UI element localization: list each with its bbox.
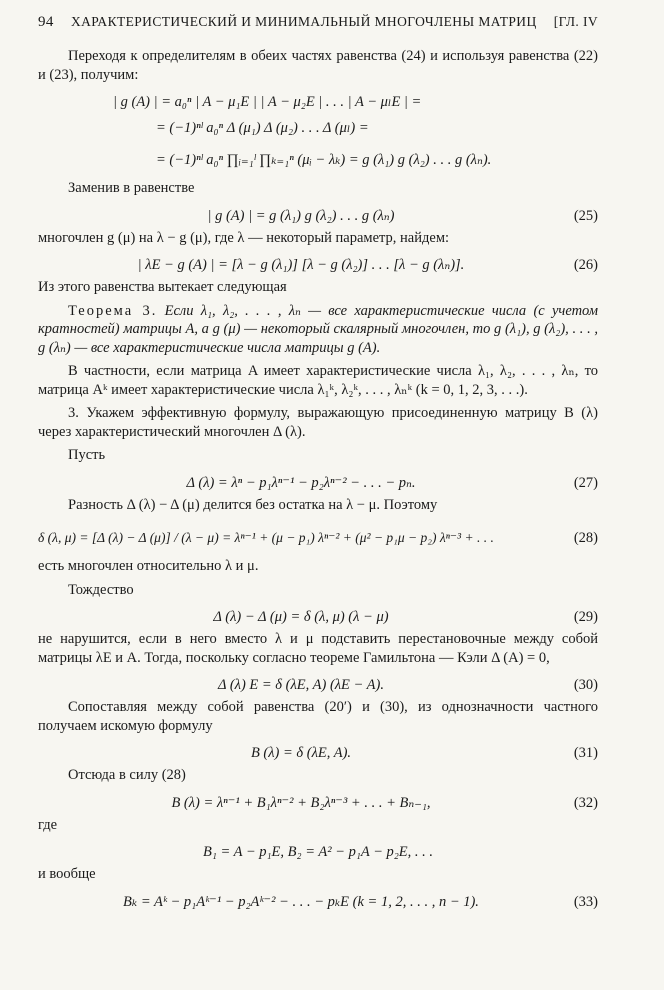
book-page	[38, 14, 598, 915]
equation-number: (27)	[573, 474, 598, 491]
equation-line: | g (A) | = a₀ⁿ | A − μ₁E | | A − μ₂E | . . . | A − μₗE | =	[113, 94, 422, 110]
paragraph: Сопоставляя между собой равенства (20′) и (30), из однозначности частного получаем искомую формулу	[38, 699, 598, 734]
equation-number: (26)	[573, 257, 598, 273]
equation-line: = (−1)ⁿˡ a₀ⁿ Δ (μ₁) Δ (μ₂) . . . Δ (μₗ) =	[156, 120, 369, 136]
equation-32: B (λ) = λⁿ⁻¹ + B₁λⁿ⁻² + B₂λⁿ⁻³ + . . . + Bₙ₋₁, (32)	[38, 790, 598, 816]
running-header	[38, 14, 598, 31]
paragraph: Пусть	[68, 447, 106, 463]
equation-number: (30)	[573, 677, 598, 693]
paragraph: и вообще	[38, 866, 96, 882]
paragraph: Отсюда в силу (28)	[68, 767, 186, 783]
equation-number: (25)	[573, 207, 598, 224]
equation-33: Bₖ = Aᵏ − p₁Aᵏ⁻¹ − p₂Aᵏ⁻² − . . . − pₖE (k = 1, 2, . . . , n − 1). (33)	[38, 889, 598, 915]
chapter-ref: [ГЛ. IV	[553, 14, 598, 29]
equation-25: | g (A) | = g (λ₁) g (λ₂) . . . g (λₙ) (25)	[38, 203, 598, 229]
equation-26: | λE − g (A) | = [λ − g (λ₁)] [λ − g (λ₂)] . . . [λ − g (λₙ)]. (26)	[38, 252, 598, 278]
paragraph: есть многочлен относительно λ и μ.	[38, 558, 259, 574]
equation-number: (32)	[573, 794, 598, 811]
equation-28: δ (λ, μ) = [Δ (λ) − Δ (μ)] / (λ − μ) = λⁿ⁻¹ + (μ − p₁) λⁿ⁻² + (μ² − p₁μ − p₂) λⁿ⁻³ + . . . (28)	[38, 519, 598, 557]
theorem-label: Теорема 3.	[68, 302, 158, 319]
paragraph: Тождество	[68, 581, 134, 598]
equation-line: B₁ = A − p₁E, B₂ = A² − p₁A − p₂E, . . .	[202, 844, 434, 860]
paragraph: многочлен g (μ) на λ − g (μ), где λ — некоторый параметр, найдем:	[38, 229, 450, 246]
equation-29: Δ (λ) − Δ (μ) = δ (λ, μ) (λ − μ) (29)	[38, 604, 598, 630]
paragraph: не нарушится, если в него вместо λ и μ подставить перестановочные между собой матрицы λE и A. Тогда, поскольку согласно теореме Гамильтона — Кэли Δ (A) = 0,	[38, 631, 598, 666]
paragraph: Разность Δ (λ) − Δ (μ) делится без остатка на λ − μ. Поэтому	[68, 496, 438, 513]
paragraph: Заменив в равенстве	[68, 180, 195, 196]
running-title: ХАРАКТЕРИСТИЧЕСКИЙ И МИНИМАЛЬНЫЙ МНОГОЧЛЕНЫ МАТРИЦ	[70, 14, 537, 29]
equation-number: (31)	[573, 745, 598, 761]
equation-number: (29)	[573, 609, 598, 625]
paragraph: В частности, если матрица A имеет характеристические числа λ₁, λ₂, . . . , λₙ, то матрица Aᵏ имеет характеристические числа λ₁ᵏ, λ₂ᵏ, . . . , λₙᵏ (k = 0, 1, 2, 3, . . .).	[38, 363, 598, 398]
equation-number: (28)	[573, 530, 598, 546]
paragraph: где	[38, 816, 58, 833]
equation-30: Δ (λ) E = δ (λE, A) (λE − A). (30)	[38, 672, 598, 698]
paragraph: Из этого равенства вытекает следующая	[38, 279, 287, 295]
equation-number: (33)	[573, 893, 598, 910]
theorem-text: Если λ₁, λ₂, . . . , λₙ — все характеристические числа (с учетом кратностей) матрицы A, а g (μ) — некоторый скалярный многочлен, то g (λ₁), g (λ₂), . . . , g (λₙ) — все характеристические числа матрицы g (A).	[38, 302, 598, 356]
equation-31: B (λ) = δ (λE, A). (31)	[38, 740, 598, 766]
equation-line: = (−1)ⁿˡ a₀ⁿ ∏ᵢ₌₁ˡ ∏ₖ₌₁ⁿ (μᵢ − λₖ) = g (λ₁) g (λ₂) . . . g (λₙ).	[156, 152, 492, 168]
theorem	[38, 302, 598, 358]
paragraph: 3. Укажем эффективную формулу, выражающую присоединенную матрицу B (λ) через характеристический многочлен Δ (λ).	[38, 405, 598, 440]
page-number: 94	[38, 14, 54, 30]
paragraph: Переходя к определителям в обеих частях равенства (24) и используя равенства (22) и (23), получим:	[38, 48, 598, 83]
equation-27: Δ (λ) = λⁿ − p₁λⁿ⁻¹ − p₂λⁿ⁻² − . . . − pₙ. (27)	[38, 470, 598, 496]
